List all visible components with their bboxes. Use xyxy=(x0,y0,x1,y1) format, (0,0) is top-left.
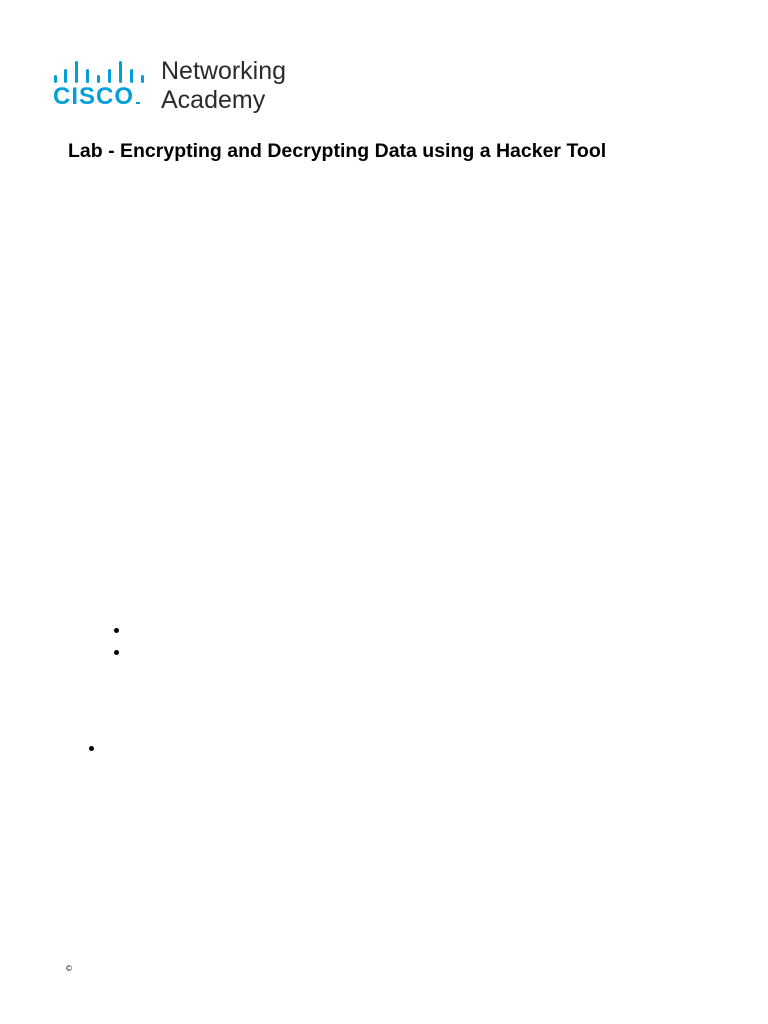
copyright-symbol: © xyxy=(66,964,72,973)
cisco-wordmark: CISCO xyxy=(53,83,140,111)
networking-label: Networking xyxy=(161,57,287,85)
academy-label: Academy xyxy=(161,86,266,114)
networking-academy-label xyxy=(161,57,286,115)
list-bullet xyxy=(114,628,119,633)
cisco-networking-academy-logo xyxy=(53,57,303,117)
page-title: Lab - Encrypting and Decrypting Data using a Hacker Tool xyxy=(68,140,607,162)
list-bullet xyxy=(114,650,119,655)
cisco-bridge-bars-icon xyxy=(54,61,150,83)
list-bullet xyxy=(89,746,94,751)
